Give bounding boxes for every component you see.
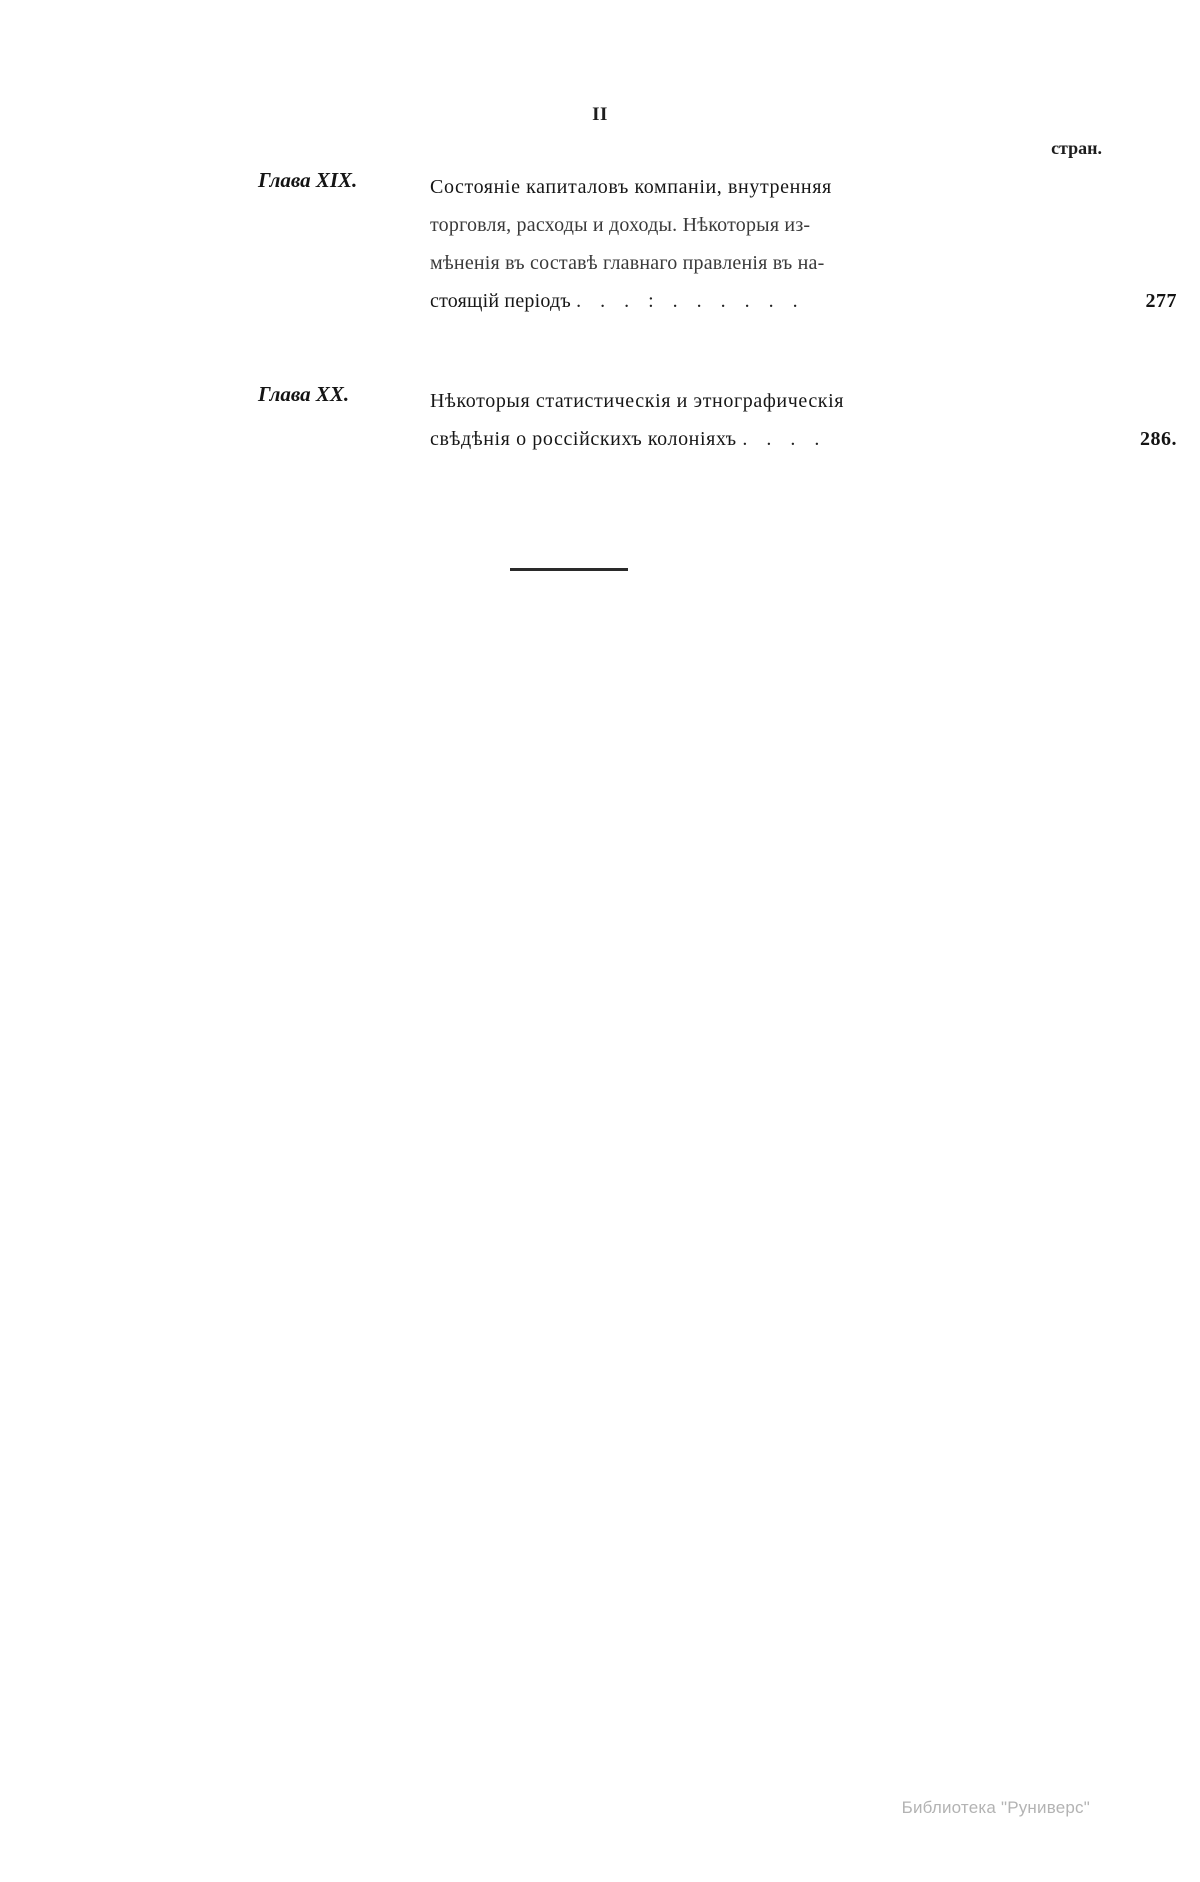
toc-entry-last-line	[430, 282, 1177, 320]
toc-entry-line-text: свѣдѣнія о россійскихъ колоніяхъ	[430, 428, 737, 450]
toc-leader-dots: . . . : . . . . . .	[576, 290, 805, 312]
toc-entry-line: Состояніе капиталовъ компаніи, внутренняя	[430, 176, 832, 198]
page-folio: II	[592, 104, 608, 125]
toc-entry-last-line	[430, 420, 1177, 458]
toc-leader-dots: . . . .	[742, 428, 827, 450]
section-divider-rule	[510, 568, 628, 571]
toc-entry-line: Нѣкоторыя статистическія и этнографическія	[430, 390, 845, 412]
toc-entry-body	[430, 382, 1177, 458]
table-of-contents	[258, 168, 1177, 520]
toc-entry[interactable]	[258, 168, 1177, 320]
toc-entry-page-number: 286.	[1140, 428, 1177, 450]
toc-entry-body	[430, 168, 1177, 320]
toc-entry-page-number: 277	[1145, 290, 1177, 312]
toc-entry-line-text: стоящій періодъ	[430, 290, 571, 312]
toc-entry-line: торговля, расходы и доходы. Нѣкоторыя из-	[430, 214, 811, 236]
library-watermark: Библиотека "Руниверс"	[901, 1798, 1090, 1817]
toc-entry[interactable]	[258, 382, 1177, 458]
toc-entry-line: мѣненія въ составѣ главнаго правленія въ на-	[430, 252, 825, 274]
page-column-caption: стран.	[1051, 138, 1102, 158]
toc-entry-label: Глава XX.	[258, 382, 350, 406]
toc-entry-label: Глава XIX.	[258, 168, 358, 192]
